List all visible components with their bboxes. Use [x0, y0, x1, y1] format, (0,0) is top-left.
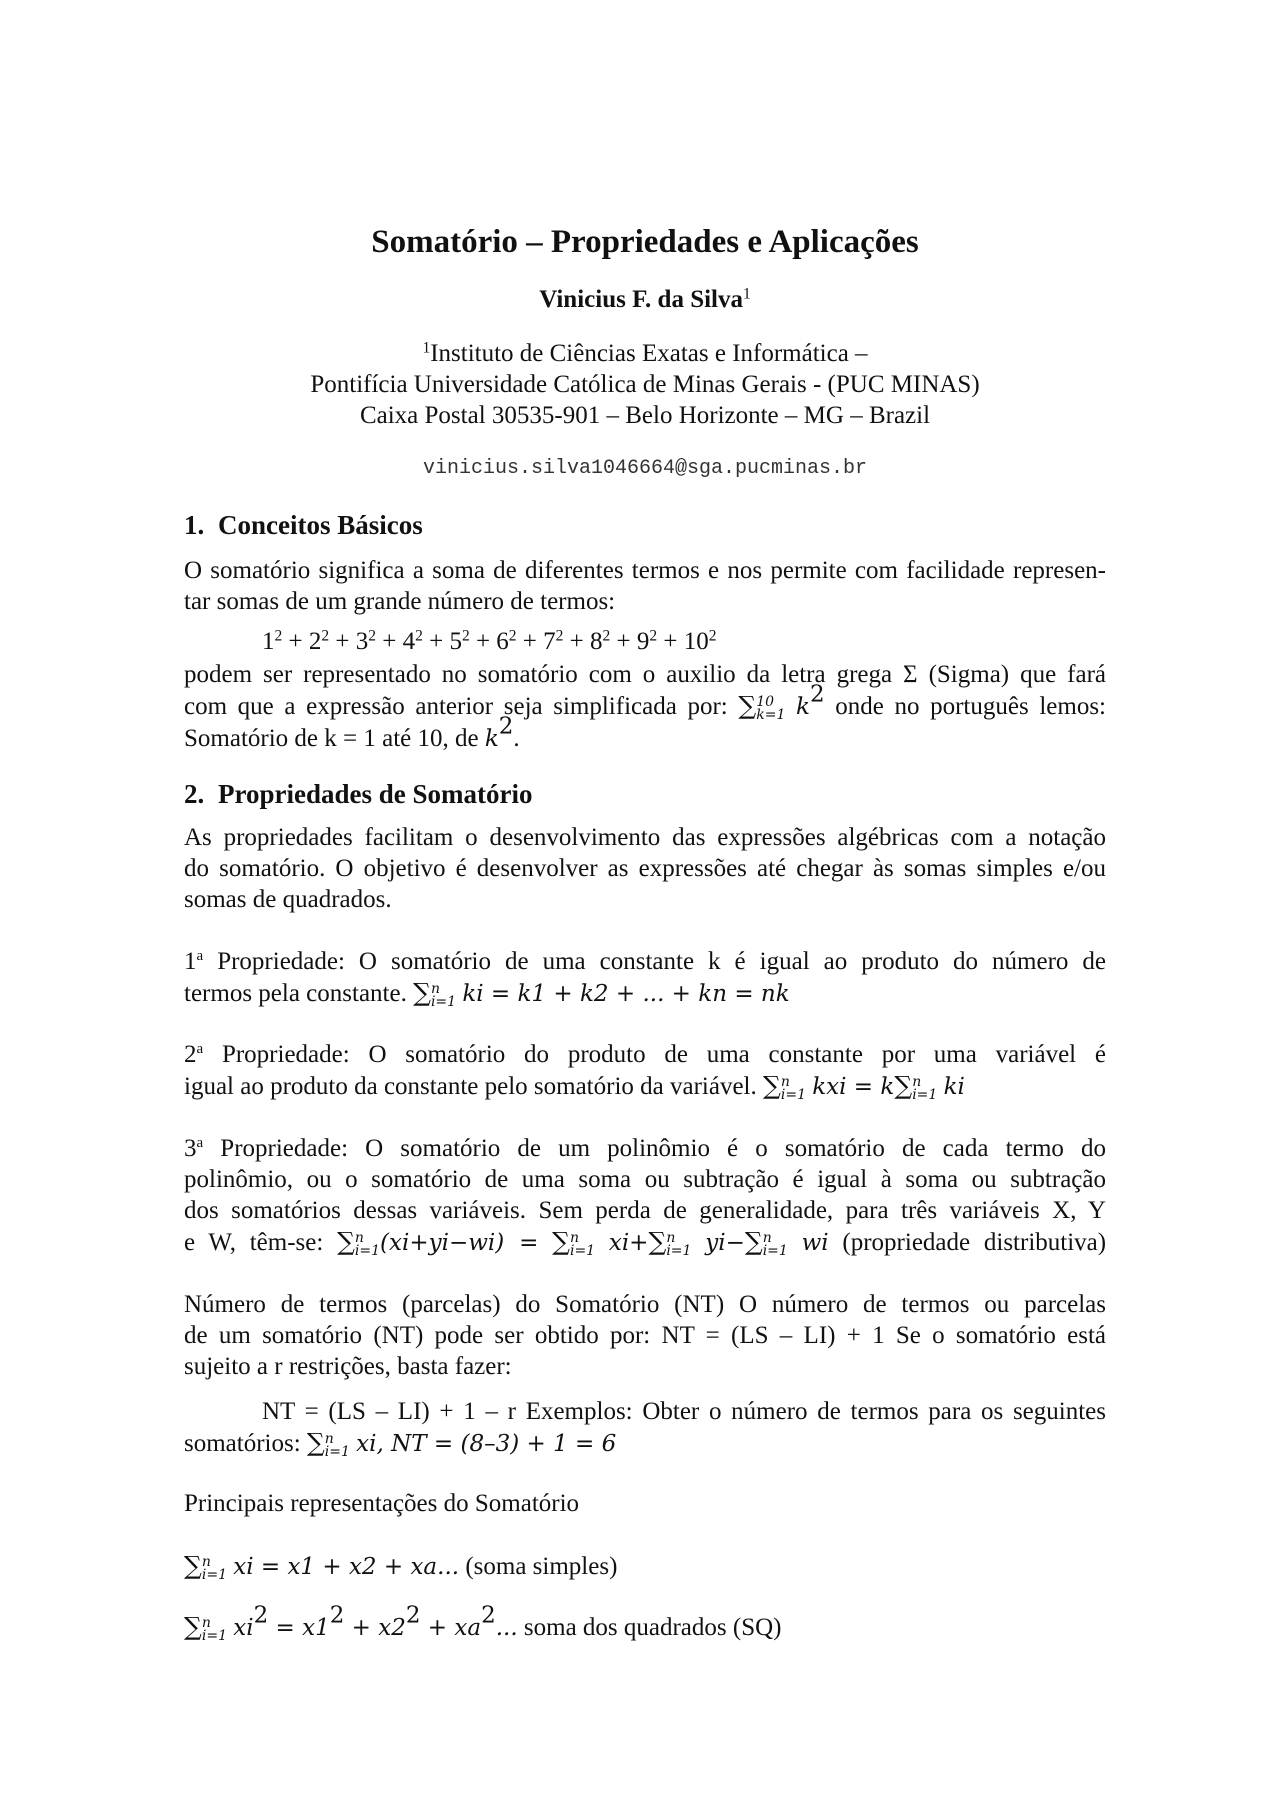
text-line: somas de quadrados. [184, 886, 392, 913]
sigma-symbol: ∑ [648, 1227, 667, 1256]
section-2-intro [184, 822, 1106, 915]
series-exponent: 2 [649, 627, 658, 645]
sigma-symbol: ∑ [894, 1071, 913, 1100]
formula: xi, NT = (8–3) + 1 = 6 [356, 1431, 617, 1457]
sum-limits: n i=1 [666, 1229, 692, 1259]
text-line: 2$^a$ Propriedade: O somatório do produto de uma constante por uma variável é [184, 1041, 1106, 1068]
series-exponent: 2 [461, 627, 470, 645]
series-exponent: 2 [602, 627, 611, 645]
series-term: $10^2$ [683, 627, 717, 655]
section-1-heading [184, 508, 1106, 542]
formula: ki = k1 + k2 + ... + kn = nk [462, 981, 790, 1007]
text-line: igual ao produto da constante pelo somatório da variável. ∑ n i=1 kxi = k∑ n i=1 ki [184, 1071, 965, 1103]
series-operator: + [563, 628, 591, 655]
text-line: Somatório de k = 1 até 10, de $k^2$. [184, 713, 520, 752]
series-exponent: 2 [708, 627, 717, 645]
sum-limits: n i=1 [201, 1614, 227, 1644]
series-term: $7^2$ [543, 627, 564, 655]
sum-limits: n i=1 [354, 1229, 381, 1259]
formula: ki [943, 1074, 965, 1100]
sigma-symbol: ∑ [413, 978, 431, 1007]
section-2-heading [184, 777, 1106, 811]
sum-limits: n i=1 [430, 980, 457, 1010]
affiliation-block [184, 338, 1106, 431]
sigma-symbol: ∑ [184, 1612, 202, 1641]
text-line: dos somatórios dessas variáveis. Sem perda de generalidade, para três variáveis X, Y [184, 1197, 1106, 1224]
property-2 [184, 1039, 1106, 1103]
section-title: Conceitos Básicos [218, 510, 423, 540]
text-line: podem ser representado no somatório com o auxilio da letra grega Σ (Sigma) que fará [184, 661, 1106, 688]
property-1 [184, 946, 1106, 1010]
paper-title: Somatório – Propriedades e Aplicações [371, 224, 919, 260]
representation-sum-of-squares: ∑ n i=1 $xi^2 = x1^2 + x2^2 + xa^2$... soma dos quadrados (SQ) [184, 1602, 782, 1644]
sigma-symbol: ∑ [306, 1428, 325, 1457]
text-line: termos pela constante. ∑ n i=1 ki = k1 + k2 + ... + kn = nk [184, 978, 790, 1010]
property-3 [184, 1133, 1106, 1259]
text-line: As propriedades facilitam o desenvolvimento das expressões algébricas com a notação [184, 824, 1106, 851]
sigma-symbol: ∑ [763, 1071, 781, 1100]
series-exponent: 2 [415, 627, 423, 645]
formula: xi = x1 + x2 + xa... [233, 1554, 460, 1580]
representations-title: Principais representações do Somatório [184, 1490, 580, 1517]
text-line: com que a expressão anterior seja simplificada por: ∑ 10 k=1 $k^2$ onde no português lemos: [184, 681, 1106, 723]
text-line: Número de termos (parcelas) do Somatório (NT) O número de termos ou parcelas [184, 1291, 1106, 1318]
text-line: sujeito a r restrições, basta fazer: [184, 1353, 512, 1380]
affiliation-line-3: Caixa Postal 30535-901 – Belo Horizonte – MG – Brazil [359, 402, 931, 429]
squares-series [184, 626, 1106, 657]
text-line: e W, têm-se: ∑ n i=1 (xi+yi−wi) = ∑ n i=1 xi+∑ n i=1 yi−∑ n i=1 wi (propriedade distributiva) [184, 1227, 1107, 1259]
series-operator: + [329, 628, 356, 655]
series-exponent: 2 [555, 627, 564, 645]
sigma-symbol: ∑ [552, 1227, 570, 1256]
sigma-symbol: ∑ [184, 1551, 202, 1580]
series-exponent: 2 [321, 627, 330, 645]
sum-limits: n i=1 [762, 1229, 788, 1259]
series-term: $9^2$ [636, 627, 658, 655]
text-line: de um somatório (NT) pode ser obtido por: NT = (LS – LI) + 1 Se o somatório está [184, 1322, 1106, 1349]
author-name: Vinicius F. da Silva [539, 286, 744, 313]
sigma-symbol: ∑ [337, 1227, 355, 1256]
number-of-terms-paragraph [184, 1289, 1106, 1382]
series-term: $5^2$ [449, 627, 470, 655]
formula: kxi = k [812, 1074, 895, 1100]
affiliation-line-2: Pontifícia Universidade Católica de Minas Gerais - (PUC MINAS) [310, 371, 980, 398]
series-operator: + [657, 628, 684, 655]
sum-limits: n i=1 [912, 1073, 938, 1103]
series-term: $3^2$ [355, 627, 376, 655]
sum-limits: n i=1 [780, 1073, 806, 1103]
section-1-paragraph-1 [184, 555, 1106, 617]
text-line: do somatório. O objetivo é desenvolver as expressões até chegar às somas simples e/ou [184, 855, 1106, 882]
representation-simple-sum: ∑ n i=1 xi = x1 + x2 + xa... (soma simples) [184, 1551, 618, 1583]
series-term: $4^2$ [402, 627, 423, 655]
sum-expression: ∑ 10 k=1 $k^2$ [738, 681, 825, 723]
section-number: 2. [184, 779, 205, 809]
author-affiliation-mark: 1 [743, 285, 751, 303]
affiliation-mark: 1 [422, 339, 431, 357]
series-term: $1^2$ [262, 627, 283, 655]
section-title: Propriedades de Somatório [218, 779, 533, 809]
text-line: polinômio, ou o somatório de uma soma ou subtração é igual à soma ou subtração [184, 1166, 1106, 1193]
series-term: $6^2$ [496, 627, 517, 655]
series-operator: + [516, 628, 544, 655]
series-operator: + [469, 628, 497, 655]
text-line: 1$^a$ Propriedade: O somatório de uma constante k é igual ao produto do número de [184, 948, 1106, 975]
series-operator: + [282, 628, 309, 655]
sum-limits: 10 k=1 [756, 693, 786, 723]
text-line: O somatório significa a soma de diferentes termos e nos permite com facilidade represen- [184, 557, 1106, 584]
sigma-symbol: ∑ [744, 1227, 763, 1256]
series-expression [184, 626, 1106, 657]
number-of-terms-example [184, 1396, 1106, 1460]
sum-limits: n i=1 [324, 1430, 350, 1460]
series-term: $8^2$ [590, 627, 611, 655]
text-line: tar somas de um grande número de termos: [184, 588, 616, 615]
series-operator: + [610, 628, 637, 655]
series-exponent: 2 [368, 627, 376, 645]
sum-limits: n i=1 [569, 1229, 596, 1259]
section-number: 1. [184, 510, 205, 540]
author-line [184, 284, 1106, 316]
series-operator: + [375, 628, 403, 655]
series-exponent: 2 [508, 627, 517, 645]
series-exponent: 2 [274, 627, 283, 645]
sigma-symbol: ∑ [738, 691, 757, 720]
text-line: somatórios: ∑ n i=1 xi, NT = (8–3) + 1 = 6 [184, 1428, 617, 1460]
text-line: NT = (LS – LI) + 1 – r Exemplos: Obter o número de termos para os seguintes [262, 1398, 1106, 1425]
affiliation-line-1: $^1$Instituto de Ciências Exatas e Informática – [422, 339, 868, 367]
section-1-paragraph-2 [184, 659, 1106, 755]
sum-limits: n i=1 [201, 1553, 227, 1583]
author-email: vinicius.silva1046664@sga.pucminas.br [422, 457, 868, 480]
text-line: 3$^a$ Propriedade: O somatório de um polinômio é o somatório de cada termo do [184, 1135, 1107, 1162]
series-operator: + [422, 628, 450, 655]
series-term: $2^2$ [308, 627, 330, 655]
